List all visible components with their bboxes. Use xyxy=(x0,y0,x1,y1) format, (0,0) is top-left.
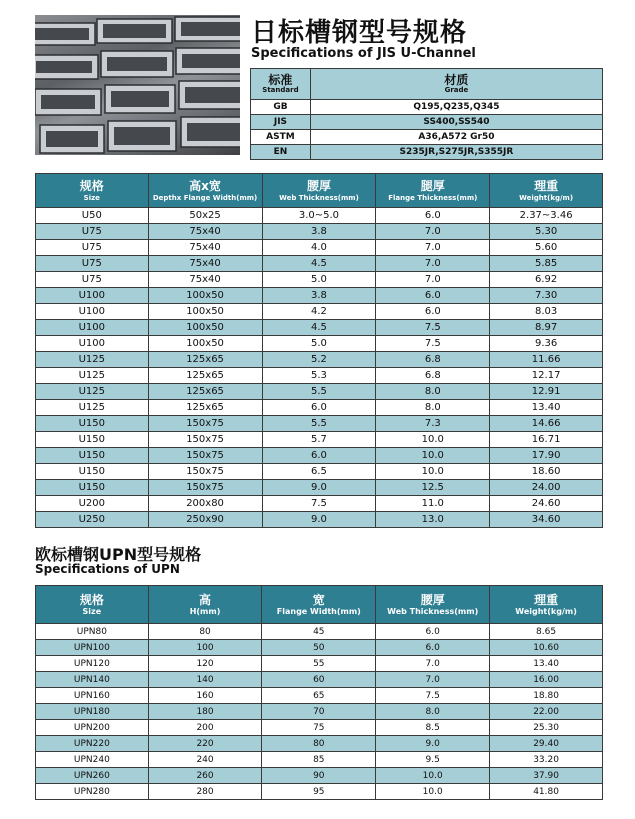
jis-table-cell: 13.40 xyxy=(490,400,603,416)
jis-table-cell: 8.0 xyxy=(376,400,490,416)
upn-table-row xyxy=(36,784,603,800)
jis-table-cell: 100x50 xyxy=(148,320,262,336)
upn-table-cell: 280 xyxy=(148,784,262,800)
jis-table-cell: 6.92 xyxy=(490,272,603,288)
jis-table-cell: 7.5 xyxy=(262,496,376,512)
upn-table-cell: 95 xyxy=(262,784,376,800)
jis-table-cell: 6.0 xyxy=(376,208,490,224)
upn-header-en: Flange Width(mm) xyxy=(276,606,361,616)
jis-table-cell: 75x40 xyxy=(148,224,262,240)
jis-table-row xyxy=(36,352,603,368)
grade-header-standard-en: Standard xyxy=(262,85,299,94)
product-photo xyxy=(35,15,240,155)
upn-header-cell xyxy=(376,586,490,624)
jis-header-en: Weight(kg/m) xyxy=(519,193,574,202)
grade-table-body xyxy=(251,100,603,160)
grade-standard-cell: ASTM xyxy=(251,130,311,145)
jis-table-cell: 150x75 xyxy=(148,416,262,432)
upn-header-cell xyxy=(36,586,149,624)
jis-table-cell: 125x65 xyxy=(148,352,262,368)
jis-table-cell: 4.2 xyxy=(262,304,376,320)
grade-header-grade xyxy=(310,69,602,100)
jis-table-cell: 7.0 xyxy=(376,256,490,272)
jis-table-cell: U250 xyxy=(36,512,149,528)
grade-value-cell: SS400,SS540 xyxy=(310,115,602,130)
jis-table-cell: 100x50 xyxy=(148,288,262,304)
jis-table-cell: 5.85 xyxy=(490,256,603,272)
jis-table-row xyxy=(36,256,603,272)
upn-table-row xyxy=(36,704,603,720)
upn-header-cell xyxy=(148,586,262,624)
upn-table-cell: 9.0 xyxy=(376,736,490,752)
jis-table-cell: 5.3 xyxy=(262,368,376,384)
jis-table-cell: U125 xyxy=(36,400,149,416)
upn-header-cell xyxy=(490,586,603,624)
upn-table-cell: 200 xyxy=(148,720,262,736)
page-subtitle: Specifications of JIS U-Channel xyxy=(251,46,476,61)
upn-header-cell xyxy=(262,586,376,624)
upn-table-cell: 260 xyxy=(148,768,262,784)
upn-table-row xyxy=(36,640,603,656)
jis-table-row xyxy=(36,448,603,464)
jis-table-cell: U100 xyxy=(36,336,149,352)
upn-table-row xyxy=(36,768,603,784)
jis-header-en: Size xyxy=(83,193,100,202)
jis-table-cell: 100x50 xyxy=(148,336,262,352)
jis-table-cell: 125x65 xyxy=(148,384,262,400)
jis-table-row xyxy=(36,224,603,240)
jis-table-cell: 4.5 xyxy=(262,320,376,336)
jis-table-cell: U125 xyxy=(36,352,149,368)
jis-table-row xyxy=(36,288,603,304)
upn-table-cell: 160 xyxy=(148,688,262,704)
jis-table-row xyxy=(36,384,603,400)
jis-table-header xyxy=(36,174,603,208)
jis-table-cell: U100 xyxy=(36,288,149,304)
jis-table-cell: 150x75 xyxy=(148,432,262,448)
jis-header-en: Web Thickness(mm) xyxy=(279,193,359,202)
jis-header-cn: 理重 xyxy=(534,178,559,193)
jis-table-cell: 75x40 xyxy=(148,256,262,272)
grade-table-row xyxy=(251,130,603,145)
upn-table-cell: 220 xyxy=(148,736,262,752)
upn-table-cell: 22.00 xyxy=(490,704,603,720)
jis-table-cell: 7.5 xyxy=(376,320,490,336)
upn-spec-table xyxy=(35,585,603,800)
jis-table-cell: U150 xyxy=(36,480,149,496)
jis-header-en: Flange Thickness(mm) xyxy=(388,193,478,202)
upn-table-body xyxy=(36,624,603,800)
upn-table-cell: 6.0 xyxy=(376,624,490,640)
jis-table-cell: 5.5 xyxy=(262,384,376,400)
upn-table-cell: 18.80 xyxy=(490,688,603,704)
grade-table-row xyxy=(251,115,603,130)
jis-header-cn: 腿厚 xyxy=(420,178,445,193)
jis-table-cell: 6.0 xyxy=(262,400,376,416)
upn-table-cell: 37.90 xyxy=(490,768,603,784)
upn-section-subtitle: Specifications of UPN xyxy=(35,562,180,576)
jis-table-cell: U125 xyxy=(36,368,149,384)
jis-table-cell: 4.5 xyxy=(262,256,376,272)
upn-table-cell: UPN220 xyxy=(36,736,149,752)
jis-table-cell: 12.17 xyxy=(490,368,603,384)
jis-table-cell: 12.91 xyxy=(490,384,603,400)
upn-table-row xyxy=(36,688,603,704)
channel-steel-stack-image xyxy=(35,15,240,155)
upn-table-row xyxy=(36,624,603,640)
upn-table-cell: 90 xyxy=(262,768,376,784)
jis-table-row xyxy=(36,496,603,512)
jis-table-cell: 10.0 xyxy=(376,464,490,480)
upn-table-row xyxy=(36,752,603,768)
upn-table-cell: 80 xyxy=(148,624,262,640)
jis-table-cell: 75x40 xyxy=(148,272,262,288)
jis-table-cell: 5.0 xyxy=(262,272,376,288)
jis-table-cell: 50x25 xyxy=(148,208,262,224)
jis-table-cell: U150 xyxy=(36,432,149,448)
upn-table-cell: 10.0 xyxy=(376,784,490,800)
jis-table-cell: 75x40 xyxy=(148,240,262,256)
jis-table-cell: 150x75 xyxy=(148,480,262,496)
upn-header-en: Web Thickness(mm) xyxy=(387,606,479,616)
upn-table-cell: 70 xyxy=(262,704,376,720)
grade-header-grade-en: Grade xyxy=(444,85,469,94)
upn-table-cell: 7.0 xyxy=(376,656,490,672)
jis-table-row xyxy=(36,432,603,448)
upn-table-cell: 8.0 xyxy=(376,704,490,720)
upn-table-cell: UPN80 xyxy=(36,624,149,640)
jis-table-cell: 17.90 xyxy=(490,448,603,464)
jis-table-cell: 200x80 xyxy=(148,496,262,512)
jis-table-cell: 11.66 xyxy=(490,352,603,368)
jis-table-cell: 3.0~5.0 xyxy=(262,208,376,224)
upn-table-cell: 55 xyxy=(262,656,376,672)
grade-table xyxy=(250,68,603,160)
upn-table-cell: UPN100 xyxy=(36,640,149,656)
jis-header-cell xyxy=(490,174,603,208)
upn-table-row xyxy=(36,720,603,736)
jis-table-cell: U75 xyxy=(36,272,149,288)
jis-header-cn: 规格 xyxy=(79,178,104,193)
upn-table-cell: UPN160 xyxy=(36,688,149,704)
jis-table-cell: U125 xyxy=(36,384,149,400)
grade-standard-cell: JIS xyxy=(251,115,311,130)
jis-table-cell: 6.0 xyxy=(376,288,490,304)
upn-table-cell: 10.60 xyxy=(490,640,603,656)
upn-table-cell: 25.30 xyxy=(490,720,603,736)
jis-table-cell: 7.3 xyxy=(376,416,490,432)
jis-table-cell: 100x50 xyxy=(148,304,262,320)
jis-table-cell: 4.0 xyxy=(262,240,376,256)
jis-header-cn: 腰厚 xyxy=(306,178,331,193)
jis-header-cell xyxy=(376,174,490,208)
jis-table-cell: 11.0 xyxy=(376,496,490,512)
jis-table-cell: 16.71 xyxy=(490,432,603,448)
jis-table-cell: U150 xyxy=(36,448,149,464)
jis-table-cell: 9.36 xyxy=(490,336,603,352)
grade-table-row xyxy=(251,100,603,115)
upn-table-cell: 7.5 xyxy=(376,688,490,704)
grade-value-cell: A36,A572 Gr50 xyxy=(310,130,602,145)
upn-table-cell: 8.65 xyxy=(490,624,603,640)
upn-table-cell: 50 xyxy=(262,640,376,656)
upn-table-cell: 6.0 xyxy=(376,640,490,656)
jis-table-row xyxy=(36,416,603,432)
page-title: 日标槽钢型号规格 xyxy=(251,18,468,48)
jis-table-row xyxy=(36,400,603,416)
jis-table-cell: U200 xyxy=(36,496,149,512)
jis-table-cell: 6.5 xyxy=(262,464,376,480)
jis-table-row xyxy=(36,464,603,480)
jis-table-cell: U150 xyxy=(36,464,149,480)
jis-table-row xyxy=(36,368,603,384)
jis-table-row xyxy=(36,320,603,336)
upn-header-cn: 规格 xyxy=(79,592,104,607)
jis-table-cell: 2.37~3.46 xyxy=(490,208,603,224)
jis-table-cell: 8.03 xyxy=(490,304,603,320)
upn-table-row xyxy=(36,736,603,752)
jis-table-cell: 9.0 xyxy=(262,480,376,496)
jis-table-cell: 125x65 xyxy=(148,368,262,384)
upn-table-cell: UPN200 xyxy=(36,720,149,736)
upn-table-cell: 16.00 xyxy=(490,672,603,688)
jis-table-cell: U75 xyxy=(36,224,149,240)
grade-header-standard-cn: 标准 xyxy=(268,72,293,87)
upn-table-cell: 75 xyxy=(262,720,376,736)
jis-table-cell: 13.0 xyxy=(376,512,490,528)
upn-header-cn: 高 xyxy=(199,592,212,607)
jis-table-cell: 5.0 xyxy=(262,336,376,352)
upn-table-cell: UPN180 xyxy=(36,704,149,720)
jis-table-cell: 34.60 xyxy=(490,512,603,528)
upn-table-cell: 60 xyxy=(262,672,376,688)
jis-table-cell: 250x90 xyxy=(148,512,262,528)
upn-header-en: Size xyxy=(82,606,102,616)
jis-table-row xyxy=(36,304,603,320)
upn-header-cn: 腰厚 xyxy=(420,592,445,607)
upn-table-cell: 180 xyxy=(148,704,262,720)
jis-table-cell: U150 xyxy=(36,416,149,432)
jis-table-cell: 6.0 xyxy=(376,304,490,320)
jis-table-row xyxy=(36,240,603,256)
jis-table-body xyxy=(36,208,603,528)
jis-table-row xyxy=(36,336,603,352)
upn-table-cell: UPN280 xyxy=(36,784,149,800)
grade-table-row xyxy=(251,145,603,160)
jis-table-cell: 7.5 xyxy=(376,336,490,352)
jis-table-cell: U50 xyxy=(36,208,149,224)
jis-header-cn: 高x宽 xyxy=(189,178,221,193)
jis-table-cell: U100 xyxy=(36,320,149,336)
jis-table-cell: U75 xyxy=(36,256,149,272)
upn-table-cell: 45 xyxy=(262,624,376,640)
upn-header-en: Weight(kg/m) xyxy=(515,606,577,616)
jis-table-cell: U75 xyxy=(36,240,149,256)
jis-spec-table xyxy=(35,173,603,528)
upn-table-cell: 13.40 xyxy=(490,656,603,672)
jis-table-cell: 125x65 xyxy=(148,400,262,416)
jis-table-cell: 5.7 xyxy=(262,432,376,448)
jis-table-cell: 7.30 xyxy=(490,288,603,304)
grade-header-standard xyxy=(251,69,311,100)
jis-header-en: Depthx Flange Width(mm) xyxy=(152,193,258,202)
grade-value-cell: S235JR,S275JR,S355JR xyxy=(310,145,602,160)
upn-section-title: 欧标槽钢UPN型号规格 xyxy=(35,545,202,564)
upn-table-cell: 29.40 xyxy=(490,736,603,752)
upn-table-row xyxy=(36,656,603,672)
jis-header-cell xyxy=(148,174,262,208)
upn-table-row xyxy=(36,672,603,688)
upn-table-cell: 140 xyxy=(148,672,262,688)
jis-table-cell: 150x75 xyxy=(148,464,262,480)
upn-header-cn: 理重 xyxy=(534,592,559,607)
upn-header-cn: 宽 xyxy=(312,592,325,607)
jis-table-cell: 3.8 xyxy=(262,224,376,240)
jis-header-cell xyxy=(262,174,376,208)
jis-table-row xyxy=(36,480,603,496)
jis-table-cell: 8.97 xyxy=(490,320,603,336)
upn-table-cell: 7.0 xyxy=(376,672,490,688)
jis-table-cell: 5.60 xyxy=(490,240,603,256)
jis-table-cell: 6.0 xyxy=(262,448,376,464)
jis-header-cell xyxy=(36,174,149,208)
jis-table-cell: 24.00 xyxy=(490,480,603,496)
jis-table-row xyxy=(36,512,603,528)
jis-table-cell: 7.0 xyxy=(376,272,490,288)
jis-table-cell: 7.0 xyxy=(376,240,490,256)
upn-table-cell: UPN260 xyxy=(36,768,149,784)
upn-table-cell: 65 xyxy=(262,688,376,704)
grade-standard-cell: EN xyxy=(251,145,311,160)
jis-table-cell: 7.0 xyxy=(376,224,490,240)
jis-table-cell: 5.5 xyxy=(262,416,376,432)
upn-table-cell: 10.0 xyxy=(376,768,490,784)
upn-table-cell: 9.5 xyxy=(376,752,490,768)
jis-table-cell: 150x75 xyxy=(148,448,262,464)
jis-table-row xyxy=(36,272,603,288)
jis-table-cell: 8.0 xyxy=(376,384,490,400)
jis-table-cell: 6.8 xyxy=(376,352,490,368)
jis-table-cell: 10.0 xyxy=(376,432,490,448)
upn-table-cell: 100 xyxy=(148,640,262,656)
jis-table-cell: U100 xyxy=(36,304,149,320)
upn-header-en: H(mm) xyxy=(189,606,221,616)
upn-table-cell: 41.80 xyxy=(490,784,603,800)
upn-table-cell: 8.5 xyxy=(376,720,490,736)
upn-table-cell: 80 xyxy=(262,736,376,752)
upn-table-cell: UPN120 xyxy=(36,656,149,672)
jis-table-cell: 24.60 xyxy=(490,496,603,512)
grade-table-header xyxy=(251,69,603,100)
upn-table-cell: 240 xyxy=(148,752,262,768)
upn-table-cell: 85 xyxy=(262,752,376,768)
jis-table-cell: 9.0 xyxy=(262,512,376,528)
jis-table-cell: 18.60 xyxy=(490,464,603,480)
grade-value-cell: Q195,Q235,Q345 xyxy=(310,100,602,115)
upn-table-cell: 33.20 xyxy=(490,752,603,768)
jis-table-cell: 3.8 xyxy=(262,288,376,304)
jis-table-cell: 5.30 xyxy=(490,224,603,240)
grade-header-grade-cn: 材质 xyxy=(444,72,469,87)
jis-table-cell: 6.8 xyxy=(376,368,490,384)
upn-table-cell: UPN140 xyxy=(36,672,149,688)
grade-standard-cell: GB xyxy=(251,100,311,115)
jis-table-cell: 5.2 xyxy=(262,352,376,368)
jis-table-cell: 12.5 xyxy=(376,480,490,496)
jis-table-cell: 14.66 xyxy=(490,416,603,432)
jis-table-cell: 10.0 xyxy=(376,448,490,464)
upn-table-header xyxy=(36,586,603,624)
upn-table-cell: 120 xyxy=(148,656,262,672)
upn-table-cell: UPN240 xyxy=(36,752,149,768)
jis-table-row xyxy=(36,208,603,224)
